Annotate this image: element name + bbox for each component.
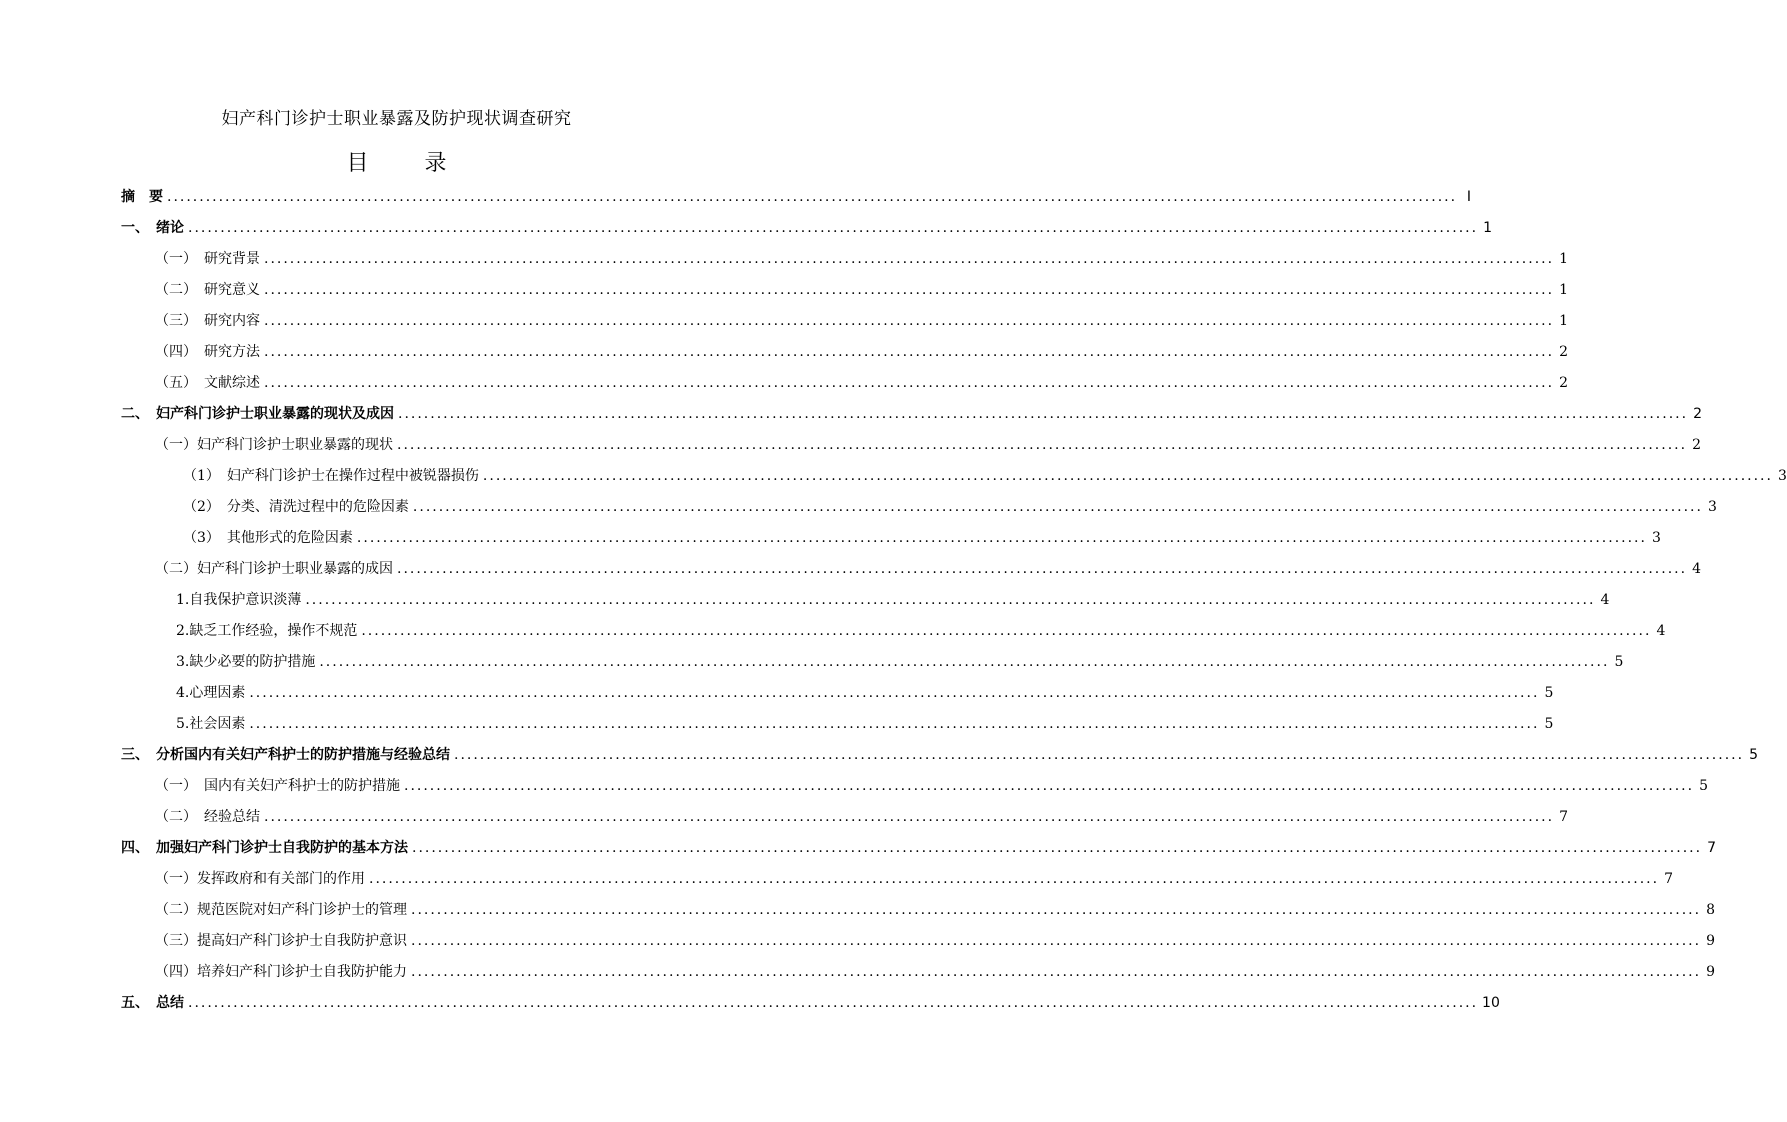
toc-leader-dots: ........................................................................................................................................................................................................ <box>188 995 1479 1011</box>
toc-leader-dots: ........................................................................................................................................................................................................ <box>249 685 1540 701</box>
toc-leader-dots: ........................................................................................................................................................................................................ <box>412 499 1703 515</box>
toc-entry-page: 3 <box>1778 468 1787 484</box>
toc-entry-text: 缺少必要的防护措施 <box>189 654 316 670</box>
toc-entry-page: 9 <box>1706 933 1716 949</box>
toc-leader-dots: ........................................................................................................................................................................................................ <box>305 592 1596 608</box>
toc-entry-number: 四、 <box>121 840 156 856</box>
toc-entry-2-1-1[interactable] <box>183 465 1787 487</box>
toc-entry-text: 妇产科门诊护士职业暴露的现状及成因 <box>156 406 394 422</box>
document-title: 妇产科门诊护士职业暴露及防护现状调查研究 <box>221 109 572 129</box>
toc-entry-page: 5 <box>1614 654 1624 670</box>
toc-entry-number: 5. <box>176 716 190 732</box>
toc-entry-4-1[interactable] <box>155 868 1674 890</box>
toc-entry-page: 2 <box>1692 437 1702 453</box>
toc-entry-page: 7 <box>1559 809 1569 825</box>
toc-entry-number: 二、 <box>121 406 156 422</box>
toc-entry-number: （三） <box>155 313 204 329</box>
toc-leader-dots: ........................................................................................................................................................................................................ <box>411 933 1702 949</box>
toc-entry-2-1[interactable] <box>155 434 1702 456</box>
toc-entry-number: （2） <box>183 499 227 515</box>
toc-leader-dots: ........................................................................................................................................................................................................ <box>361 623 1652 639</box>
toc-entry-text: 绪论 <box>156 220 184 236</box>
toc-entry-2-2[interactable] <box>155 558 1702 580</box>
toc-entry-text: 发挥政府和有关部门的作用 <box>197 871 365 887</box>
toc-entry-text: 自我保护意识淡薄 <box>189 592 302 608</box>
toc-entry-abstract[interactable] <box>121 186 1472 208</box>
toc-entry-text: 国内有关妇产科护士的防护措施 <box>204 778 400 794</box>
toc-entry-page: 4 <box>1692 561 1702 577</box>
toc-leader-dots: ........................................................................................................................................................................................................ <box>249 716 1540 732</box>
toc-entry-page: 9 <box>1706 964 1716 980</box>
toc-entry-page: 1 <box>1559 313 1569 329</box>
toc-entry-text: 妇产科门诊护士在操作过程中被锐器损伤 <box>226 468 479 484</box>
toc-leader-dots: ........................................................................................................................................................................................................ <box>264 313 1555 329</box>
toc-entry-number: （二） <box>155 809 204 825</box>
toc-entry-1-3[interactable] <box>155 310 1569 332</box>
toc-entry-page: I <box>1466 189 1472 205</box>
toc-entry-2-1-2[interactable] <box>183 496 1717 518</box>
toc-entry-number: （三） <box>155 933 197 949</box>
toc-leader-dots: ........................................................................................................................................................................................................ <box>356 530 1647 546</box>
toc-entry-text: 总结 <box>156 995 184 1011</box>
toc-entry-2-2-2[interactable] <box>176 620 1666 642</box>
toc-entry-2-2-5[interactable] <box>176 713 1554 735</box>
toc-entry-page: 5 <box>1544 716 1554 732</box>
toc-entry-number: （一） <box>155 251 204 267</box>
toc-entry-page: 1 <box>1559 251 1569 267</box>
toc-entry-chapter-3[interactable] <box>121 744 1759 766</box>
toc-entry-number: （五） <box>155 375 204 391</box>
toc-leader-dots: ........................................................................................................................................................................................................ <box>397 437 1688 453</box>
toc-entry-chapter-2[interactable] <box>121 403 1703 425</box>
toc-entry-number: 3. <box>176 654 190 670</box>
toc-entry-page: 4 <box>1656 623 1666 639</box>
toc-entry-text: 经验总结 <box>204 809 260 825</box>
toc-leader-dots: ........................................................................................................................................................................................................ <box>319 654 1610 670</box>
toc-leader-dots: ........................................................................................................................................................................................................ <box>264 344 1555 360</box>
toc-entry-text: 加强妇产科门诊护士自我防护的基本方法 <box>156 840 408 856</box>
toc-entry-number: （二） <box>155 902 197 918</box>
toc-entry-page: 3 <box>1652 530 1661 546</box>
toc-leader-dots: ........................................................................................................................................................................................................ <box>264 282 1555 298</box>
toc-entry-2-2-4[interactable] <box>176 682 1554 704</box>
toc-entry-page: 7 <box>1707 840 1717 856</box>
toc-entry-chapter-5[interactable] <box>121 992 1500 1014</box>
toc-entry-4-2[interactable] <box>155 899 1716 921</box>
toc-entry-text: 分析国内有关妇产科护士的防护措施与经验总结 <box>156 747 450 763</box>
toc-leader-dots: ........................................................................................................................................................................................................ <box>404 778 1695 794</box>
toc-entry-text: 研究意义 <box>204 282 260 298</box>
toc-entry-text: 心理因素 <box>189 685 246 701</box>
toc-entry-number: 1. <box>176 592 190 608</box>
toc-leader-dots: ........................................................................................................................................................................................................ <box>264 809 1555 825</box>
toc-entry-page: 7 <box>1664 871 1674 887</box>
toc-entry-text: 其他形式的危险因素 <box>226 530 353 546</box>
toc-entry-chapter-4[interactable] <box>121 837 1717 859</box>
toc-entry-3-1[interactable] <box>155 775 1709 797</box>
toc-entry-text: 妇产科门诊护士职业暴露的现状 <box>197 437 393 453</box>
toc-entry-1-2[interactable] <box>155 279 1569 301</box>
toc-entry-4-3[interactable] <box>155 930 1716 952</box>
toc-entry-2-2-1[interactable] <box>176 589 1610 611</box>
toc-entry-number: （一） <box>155 778 204 794</box>
toc-entry-page: 2 <box>1559 375 1569 391</box>
toc-leader-dots: ........................................................................................................................................................................................................ <box>398 406 1689 422</box>
toc-entry-1-4[interactable] <box>155 341 1569 363</box>
toc-entry-1-1[interactable] <box>155 248 1569 270</box>
toc-entry-2-1-3[interactable] <box>183 527 1661 549</box>
toc-entry-number: 4. <box>176 685 190 701</box>
toc-entry-text: 研究内容 <box>204 313 260 329</box>
toc-leader-dots: ........................................................................................................................................................................................................ <box>264 375 1555 391</box>
toc-entry-page: 5 <box>1699 778 1709 794</box>
toc-entry-number: （一） <box>155 871 197 887</box>
toc-leader-dots: ........................................................................................................................................................................................................ <box>411 902 1702 918</box>
toc-entry-number: （四） <box>155 344 204 360</box>
toc-leader-dots: ........................................................................................................................................................................................................ <box>188 220 1479 236</box>
toc-entry-text: 分类、清洗过程中的危险因素 <box>226 499 409 515</box>
toc-entry-text: 文献综述 <box>204 375 260 391</box>
toc-entry-number: （一） <box>155 437 197 453</box>
toc-entry-page: 1 <box>1559 282 1569 298</box>
toc-entry-number: （二） <box>155 282 204 298</box>
toc-entry-1-5[interactable] <box>155 372 1569 394</box>
toc-entry-text: 研究方法 <box>204 344 260 360</box>
toc-entry-chapter-1[interactable] <box>121 217 1493 239</box>
toc-entry-text: 提高妇产科门诊护士自我防护意识 <box>197 933 407 949</box>
toc-entry-number: （二） <box>155 561 197 577</box>
toc-heading-left: 目 <box>346 151 369 176</box>
toc-entry-number: （1） <box>183 468 227 484</box>
toc-leader-dots: ........................................................................................................................................................................................................ <box>411 964 1702 980</box>
toc-entry-text: 妇产科门诊护士职业暴露的成因 <box>197 561 393 577</box>
toc-entry-page: 2 <box>1559 344 1569 360</box>
toc-entry-number: 2. <box>176 623 190 639</box>
toc-entry-page: 5 <box>1749 747 1759 763</box>
toc-leader-dots: ........................................................................................................................................................................................................ <box>412 840 1703 856</box>
toc-leader-dots: ........................................................................................................................................................................................................ <box>369 871 1660 887</box>
toc-entry-text: 培养妇产科门诊护士自我防护能力 <box>197 964 407 980</box>
toc-entry-page: 10 <box>1482 995 1500 1011</box>
toc-entry-4-4[interactable] <box>155 961 1716 983</box>
toc-entry-text: 缺乏工作经验，操作不规范 <box>189 623 358 639</box>
toc-leader-dots: ........................................................................................................................................................................................................ <box>397 561 1688 577</box>
toc-entry-number: 摘 要 <box>121 189 163 205</box>
toc-entry-text: 研究背景 <box>204 251 260 267</box>
toc-entry-page: 4 <box>1600 592 1610 608</box>
toc-entry-text: 社会因素 <box>189 716 246 732</box>
toc-entry-page: 3 <box>1708 499 1717 515</box>
toc-entry-3-2[interactable] <box>155 806 1569 828</box>
toc-leader-dots: ........................................................................................................................................................................................................ <box>167 189 1458 205</box>
toc-heading-right: 录 <box>424 151 447 176</box>
toc-entry-number: （四） <box>155 964 197 980</box>
toc-leader-dots: ........................................................................................................................................................................................................ <box>264 251 1555 267</box>
toc-entry-number: 三、 <box>121 747 156 763</box>
toc-entry-page: 2 <box>1693 406 1703 422</box>
toc-entry-text: 规范医院对妇产科门诊护士的管理 <box>197 902 407 918</box>
toc-leader-dots: ........................................................................................................................................................................................................ <box>482 468 1773 484</box>
toc-entry-2-2-3[interactable] <box>176 651 1624 673</box>
toc-leader-dots: ........................................................................................................................................................................................................ <box>454 747 1745 763</box>
toc-entry-number: 一、 <box>121 220 156 236</box>
toc-entry-page: 5 <box>1544 685 1554 701</box>
toc-entry-page: 1 <box>1483 220 1493 236</box>
toc-entry-number: （3） <box>183 530 227 546</box>
toc-entry-number: 五、 <box>121 995 156 1011</box>
toc-entry-page: 8 <box>1706 902 1716 918</box>
